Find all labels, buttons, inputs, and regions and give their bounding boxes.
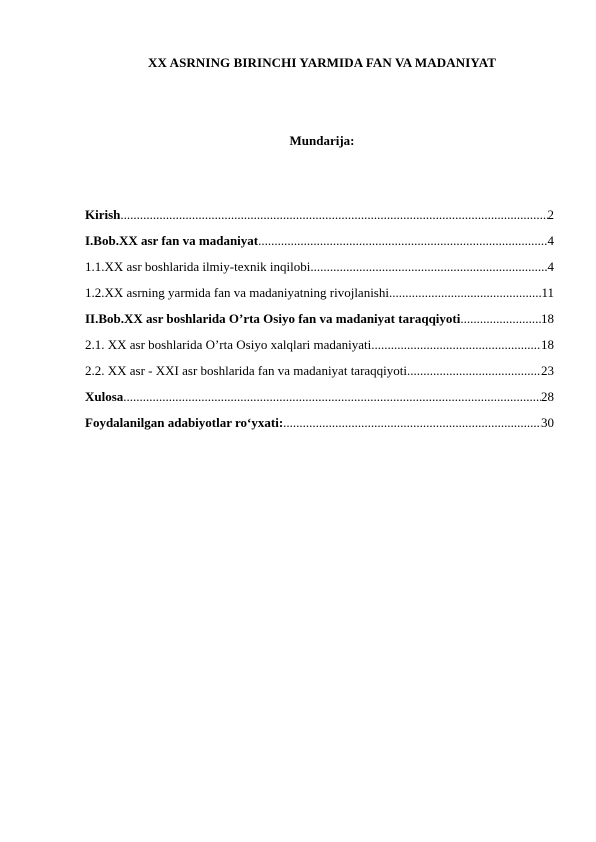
toc-page-number: 11: [541, 285, 554, 300]
toc-dot-leader: [123, 389, 541, 405]
toc-entry-label: Foydalanilgan adabiyotlar ro‘yxati:: [85, 415, 284, 430]
document-title: XX ASRNING BIRINCHI YARMIDA FAN VA MADANIYAT: [148, 55, 496, 70]
toc-entry-label: 2.1. XX asr boshlarida O’rta Osiyo xalqlari madaniyati: [85, 337, 372, 352]
toc-entry-chapter-2[interactable]: [85, 311, 554, 337]
toc-heading: Mundarija:: [289, 133, 355, 148]
toc-page-number: 18: [541, 311, 554, 326]
toc-dot-leader: [389, 285, 541, 301]
toc-page-number: 30: [541, 415, 554, 430]
toc-entry-section-2-2[interactable]: [85, 363, 554, 389]
toc-dot-leader: [460, 311, 541, 327]
toc-page-number: 4: [547, 259, 554, 274]
toc-entry-section-1-2[interactable]: [85, 285, 554, 311]
toc-entry-label: 2.2. XX asr - XXI asr boshlarida fan va madaniyat taraqqiyoti: [85, 363, 408, 378]
toc-page-number: 28: [541, 389, 554, 404]
toc-entry-label: 1.1.XX asr boshlarida ilmiy-texnik inqilobi: [85, 259, 311, 274]
toc-entry-section-2-1[interactable]: [85, 337, 554, 363]
toc-page-number: 23: [541, 363, 554, 378]
toc-entry-xulosa[interactable]: [85, 389, 554, 415]
table-of-contents: [85, 207, 554, 441]
toc-entry-kirish[interactable]: [85, 207, 554, 233]
toc-dot-leader: [407, 363, 541, 379]
toc-entry-label: Xulosa: [85, 389, 124, 404]
toc-dot-leader: [310, 259, 547, 275]
toc-entry-section-1-1[interactable]: [85, 259, 554, 285]
toc-page-number: 2: [547, 207, 554, 222]
toc-entry-chapter-1[interactable]: [85, 233, 554, 259]
toc-entry-label: 1.2.XX asrning yarmida fan va madaniyatning rivojlanishi: [85, 285, 389, 300]
toc-page-number: 4: [547, 233, 554, 248]
toc-entry-label: I.Bob.XX asr fan va madaniyat: [85, 233, 259, 248]
toc-page-number: 18: [541, 337, 554, 352]
toc-entry-label: II.Bob.XX asr boshlarida O’rta Osiyo fan va madaniyat taraqqiyoti: [85, 311, 461, 326]
toc-dot-leader: [120, 207, 547, 223]
toc-entry-label: Kirish: [85, 207, 121, 222]
toc-dot-leader: [371, 337, 541, 353]
toc-entry-bibliography[interactable]: [85, 415, 554, 441]
toc-dot-leader: [258, 233, 547, 249]
toc-dot-leader: [283, 415, 541, 431]
